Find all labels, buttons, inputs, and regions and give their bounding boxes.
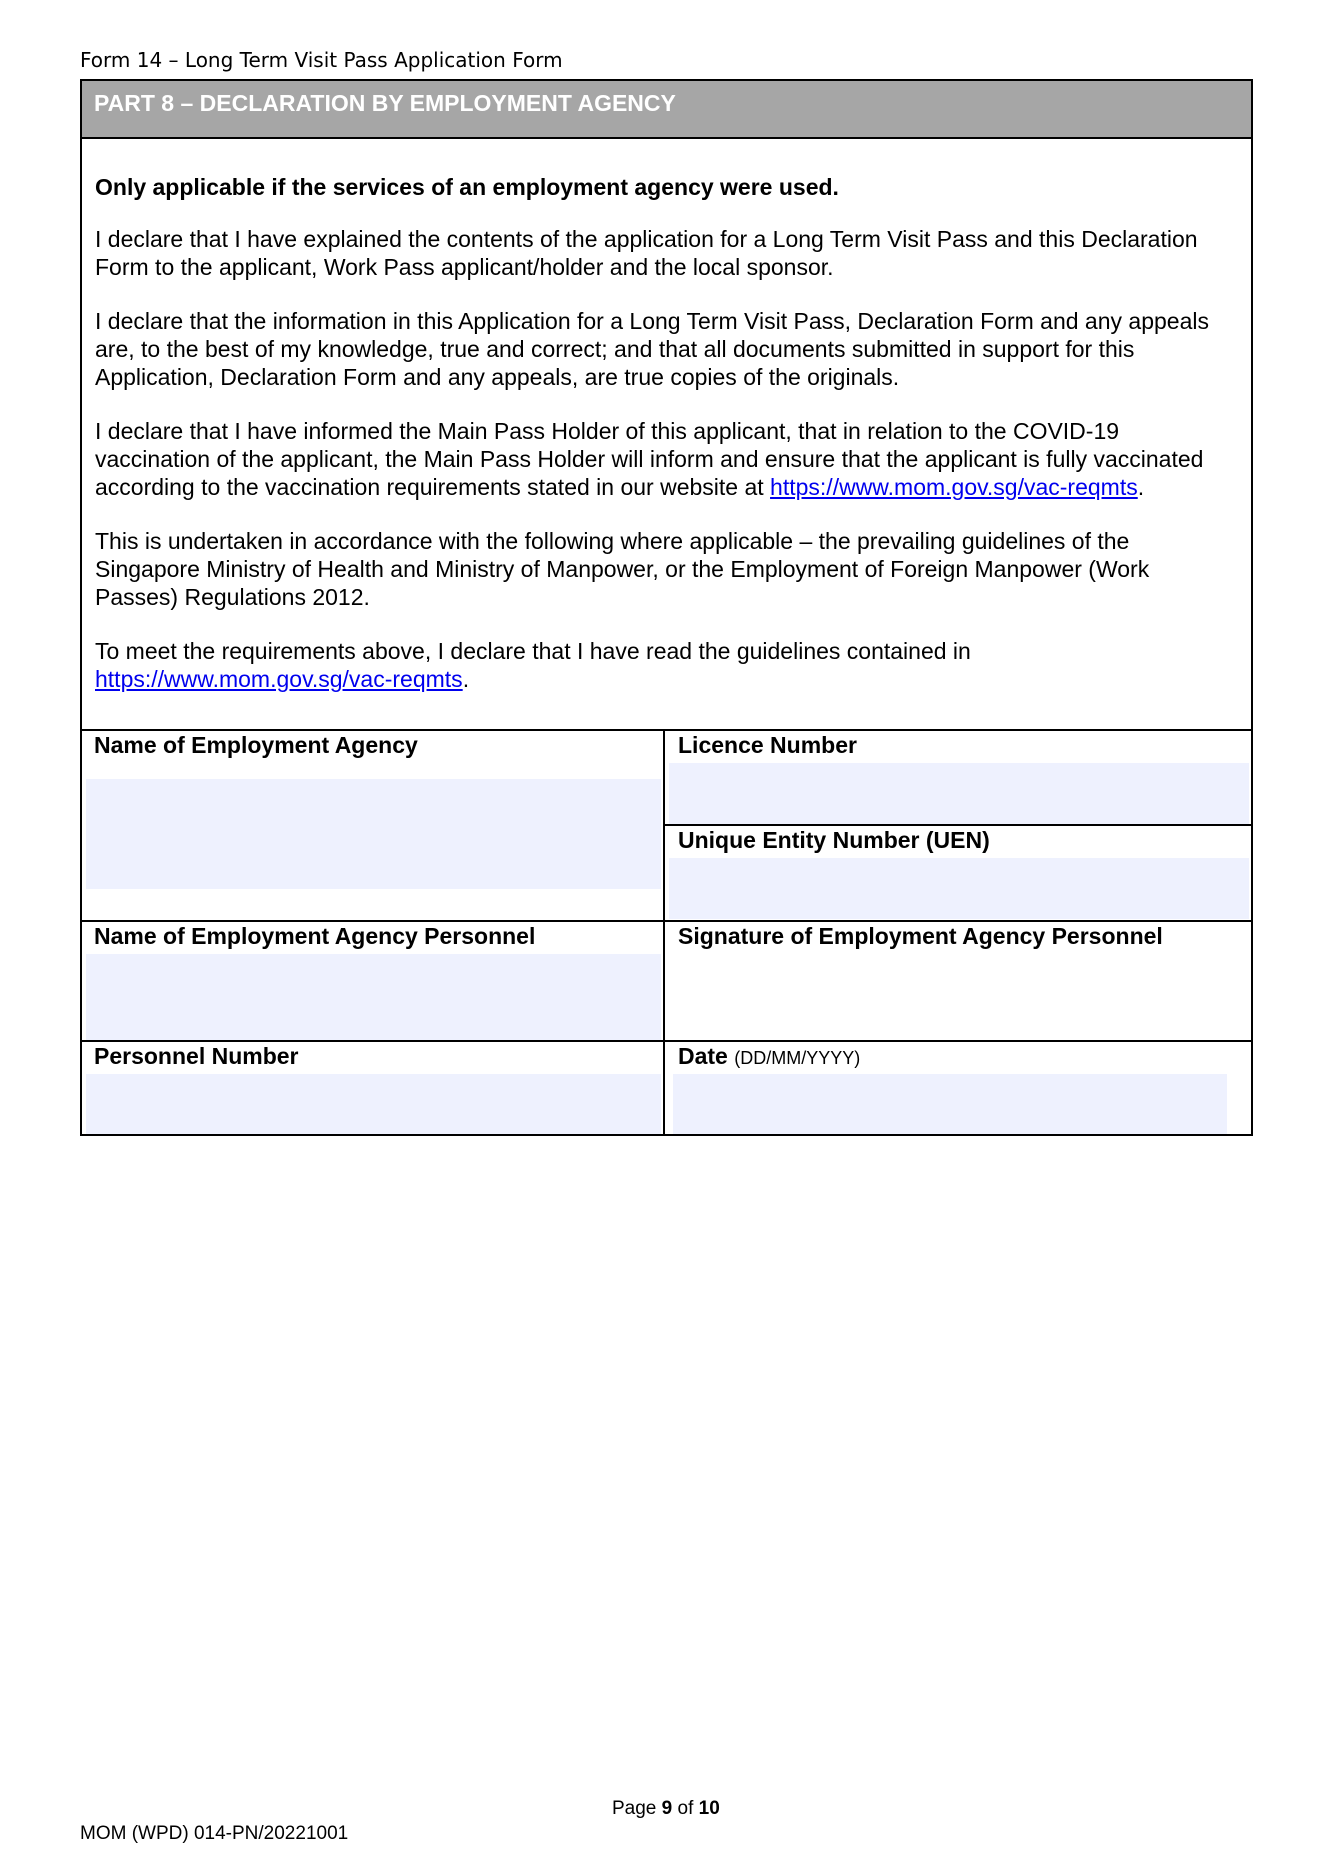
date-label [678, 1042, 860, 1072]
uen-label: Unique Entity Number (UEN) [678, 827, 990, 853]
part-header [82, 81, 1251, 139]
agency-details-table [82, 729, 1251, 1136]
vaccination-requirements-link[interactable]: https://www.mom.gov.sg/vac-reqmts [770, 474, 1138, 500]
licence-number-field[interactable] [669, 763, 1249, 824]
date-format-hint: (DD/MM/YYYY) [734, 1048, 861, 1068]
personnel-number-field[interactable] [86, 1074, 661, 1134]
uen-field[interactable] [669, 858, 1249, 919]
agency-name-field[interactable] [86, 779, 661, 889]
signature-label: Signature of Employment Agency Personnel [678, 923, 1163, 949]
agency-name-label: Name of Employment Agency [94, 732, 418, 758]
page-total: 10 [698, 1798, 720, 1819]
declaration-paragraph-5 [95, 637, 1235, 693]
date-field[interactable] [673, 1074, 1227, 1134]
personnel-name-label: Name of Employment Agency Personnel [94, 923, 536, 949]
declaration-paragraph-5-text: To meet the requirements above, I declare that I have read the guidelines contained in [95, 638, 971, 664]
licence-number-label: Licence Number [678, 732, 857, 758]
page-prefix: Page [612, 1798, 662, 1819]
guidelines-link[interactable]: https://www.mom.gov.sg/vac-reqmts [95, 666, 463, 692]
declaration-paragraph-1: I declare that I have explained the contents of the application for a Long Term Visit Pass and this Declaration Form to the applicant, Work Pass applicant/holder and the local sponsor. [95, 226, 1198, 280]
declaration-paragraph-4: This is undertaken in accordance with the following where applicable – the prevailing guidelines of the Singapore Ministry of Health and Ministry of Manpower, or the Employment of Foreign Manpower (Work Passes) Regulations 2012. [95, 528, 1150, 610]
declaration-text [95, 173, 1235, 693]
form-code: MOM (WPD) 014-PN/20221001 [80, 1823, 349, 1844]
declaration-paragraph-3-text: I declare that I have informed the Main Pass Holder of this applicant, that in relation to the COVID-19 vaccination of the applicant, the Main Pass Holder will inform and ensure that the applicant is fully vaccinated according to the vaccination requirements stated in our website at [95, 418, 1204, 500]
form-title: Form 14 – Long Term Visit Pass Application Form [80, 48, 563, 72]
declaration-paragraph-3-end: . [1137, 474, 1145, 500]
applicability-note: Only applicable if the services of an employment agency were used. [95, 174, 839, 200]
column-divider [663, 731, 665, 1136]
date-label-text: Date [678, 1043, 728, 1069]
page-current: 9 [661, 1798, 673, 1819]
page-number [612, 1798, 720, 1820]
page-of: of [672, 1798, 699, 1819]
declaration-paragraph-3 [95, 417, 1235, 501]
declaration-paragraph-5-end: . [462, 666, 470, 692]
declaration-paragraph-2: I declare that the information in this Application for a Long Term Visit Pass, Declaration Form and any appeals are, to the best of my knowledge, true and correct; and that all documents submitted in support for this Application, Declaration Form and any appeals, are true copies of the originals. [95, 308, 1209, 390]
part-title: PART 8 – DECLARATION BY EMPLOYMENT AGENCY [94, 90, 676, 116]
part-8-section [80, 79, 1253, 1136]
personnel-name-field[interactable] [86, 954, 661, 1040]
signature-area[interactable] [669, 954, 1249, 1038]
personnel-number-label: Personnel Number [94, 1043, 299, 1069]
